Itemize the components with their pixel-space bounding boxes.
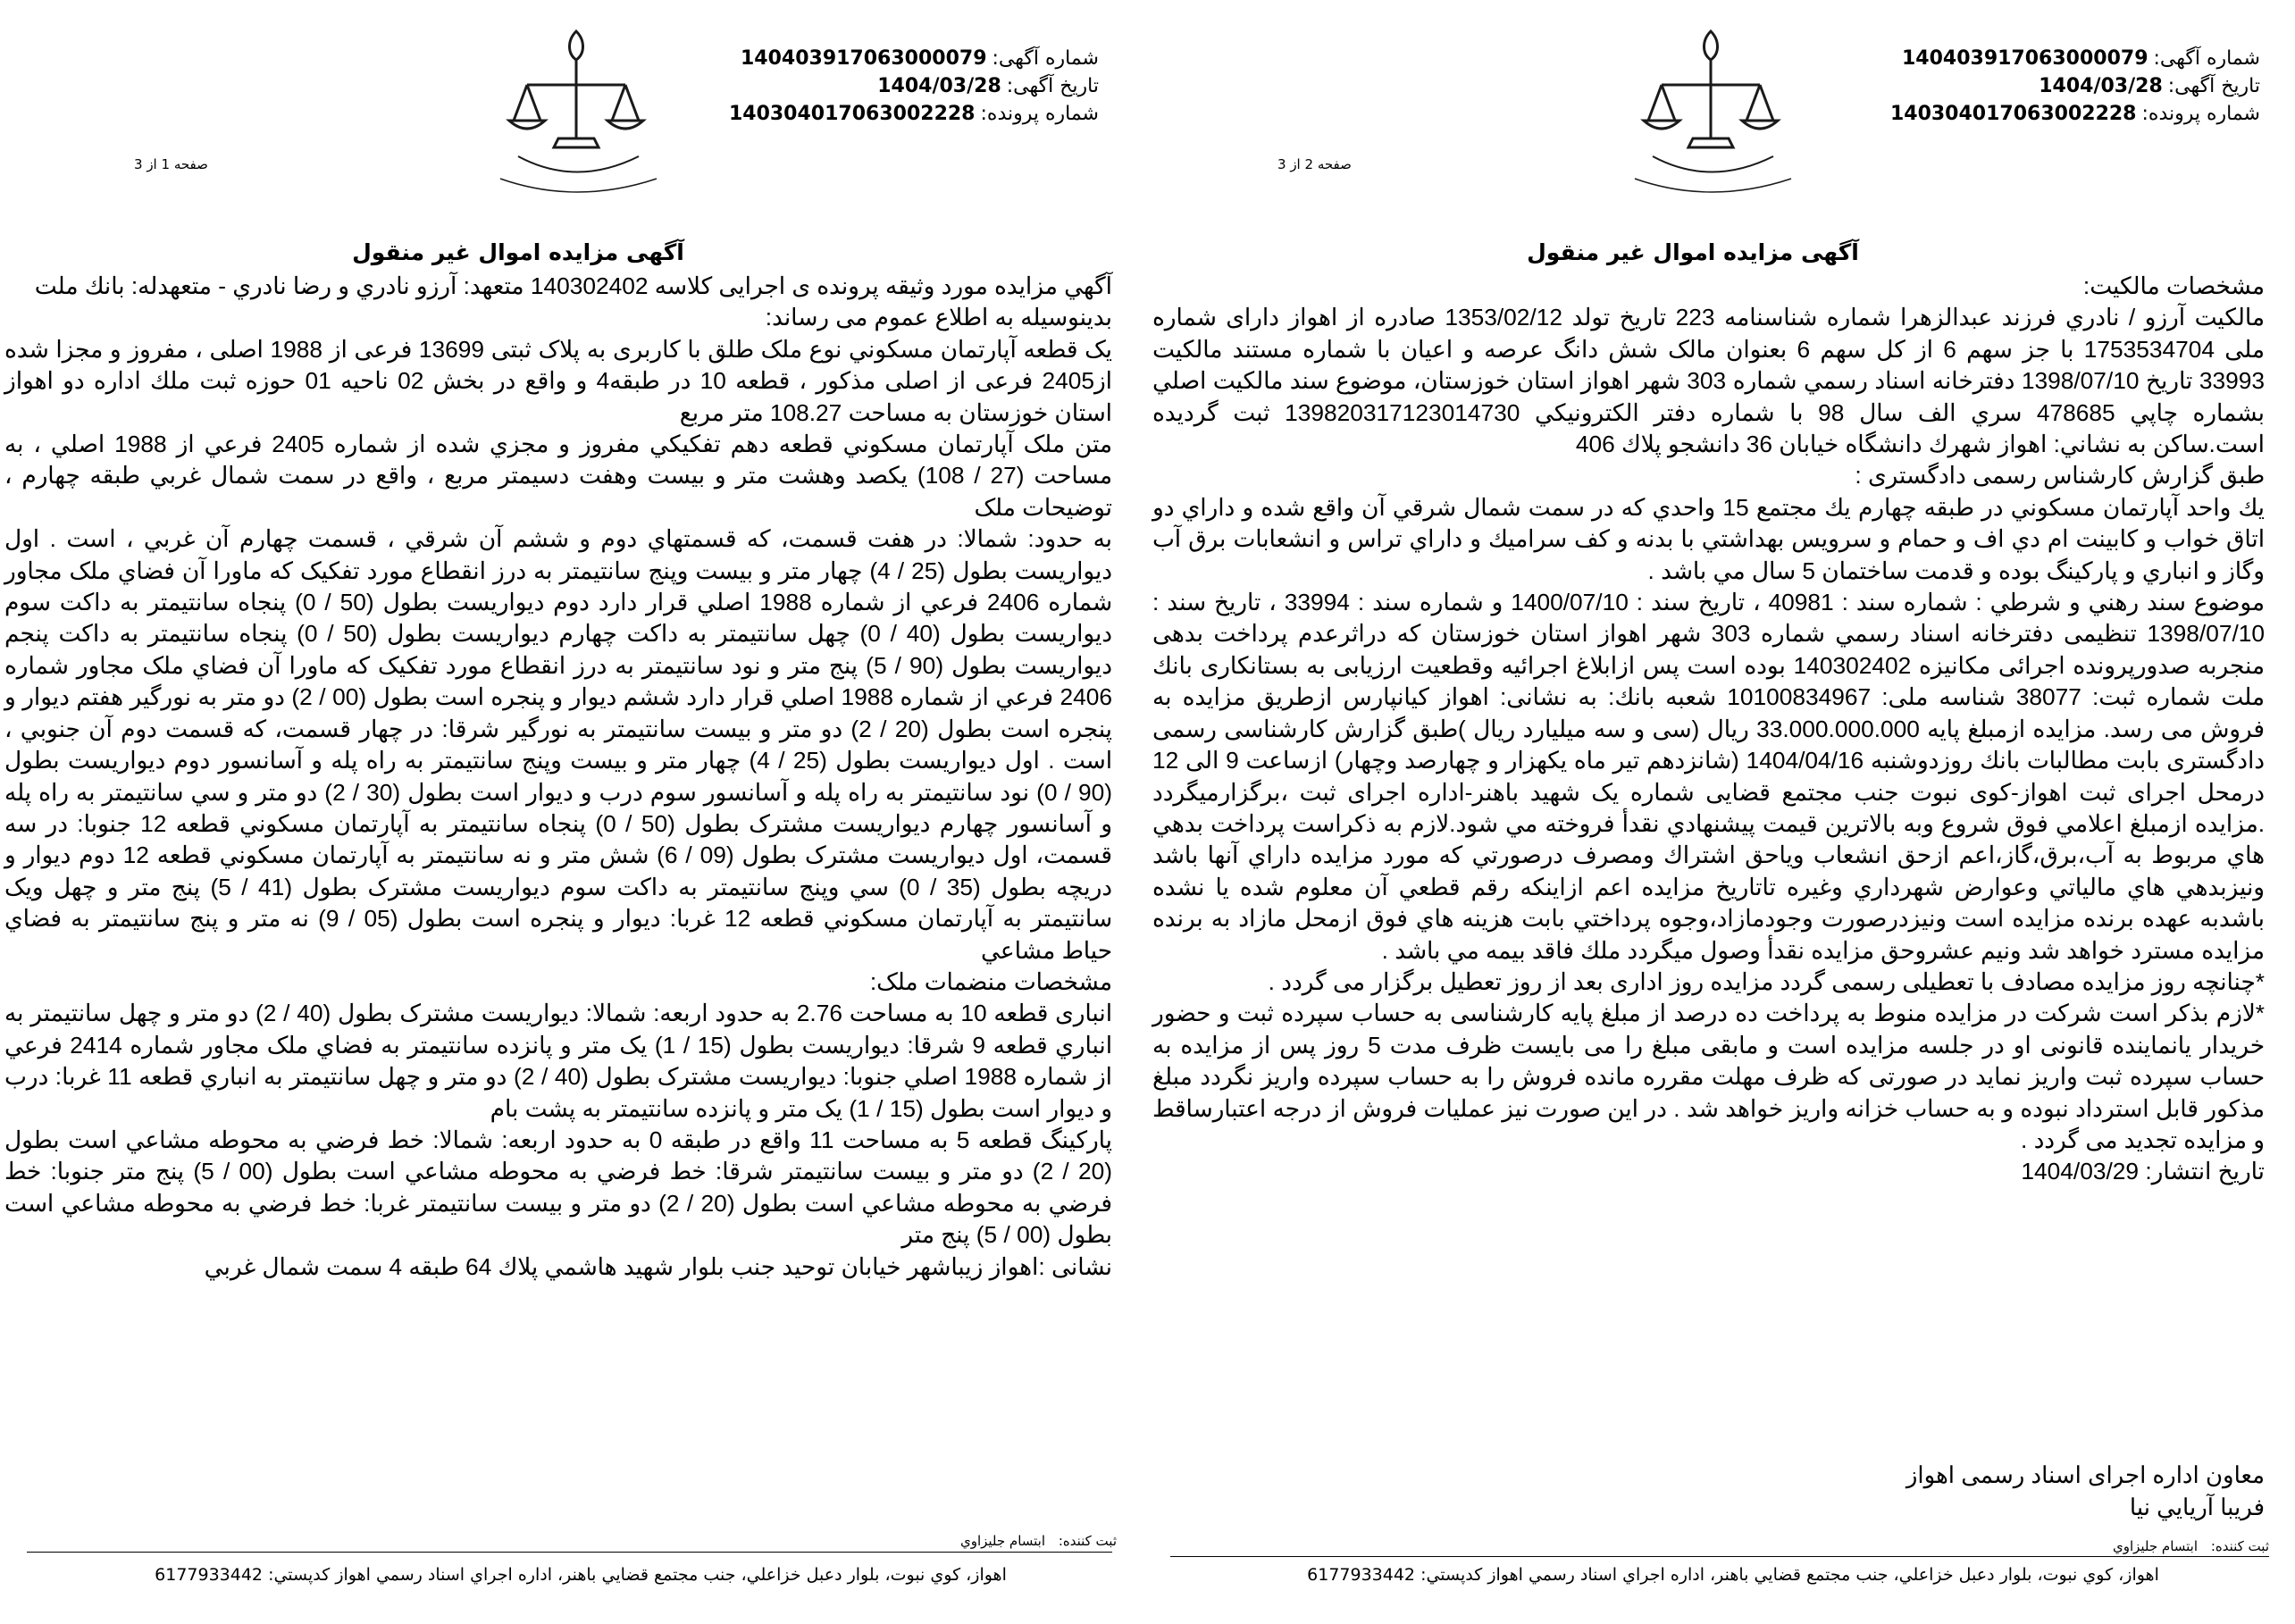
paragraph: موضوع سند رهني و شرطي : شماره سند : 40981 ، تاريخ سند : 1400/07/10 و شماره سند : 33994 ، تاريخ سند : 1398/07/10 تنظيمی دفترخانه اسناد رسمي شماره 303 شهر اهواز استان خوزستان كه دراثرعدم پرداخت بدهی منجربه صدورپرونده اجرائی مكانيزه 140302402 بوده است پس ازابلاغ اجرائيه وقطعيت ارزيابی به بستانكاری بانك ملت شماره ثبت: 38077 شناسه ملی: 10100834967 شعبه بانك: به نشانی: اهواز كيانپارس ازطريق مزايده به فروش می رسد. مزايده ازمبلغ پايه 33.000.000.000 ريال (سی و سه ميليارد ريال )طبق گزارش كارشناسی رسمی دادگستری بابت مطالبات بانك روزدوشنبه 1404/04/16 (شانزدهم تير ماه يكهزار و چهارصد وچهار) ازساعت 9 الی 12 درمحل اجرای ثبت اهواز-كوی نبوت جنب مجتمع قضايی شماره يک شهيد باهنر-اداره اجرای ثبت ،برگزارميگردد .مزايده ازمبلغ اعلامي فوق شروع وبه بالاترين قيمت پيشنهادي نقدأ فروخته مي شود.لازم به ذكراست پرداخت بدهي هاي مربوط به آب،برق،گاز،اعم ازحق انشعاب وياحق اشتراك ومصرف درصورتي كه مورد مزايده داراي آنها باشد ونيزبدهي هاي مالياتي وعوارض شهرداري وغيره تاتاريخ مزايده اعم ازاينكه رقم قطعي آن معلوم شده يا نشده باشدبه عهده برنده مزايده است ونيزدرصورت وجودمازاد،وجوه پرداختي بابت هزينه هاي فوق ازمحل مازاد به برنده مزايده مسترد خواهد شد ونيم عشروحق مزايده نقدأ وصول ميگردد ملك فاقد بيمه مي باشد . <box>1152 589 2266 964</box>
paragraph: به حدود: شمالا: در هفت قسمت، که قسمتهاي دوم و ششم آن شرقي ، قسمت چهارم آن غربي ، است . اول ديواريست بطول (25 / 4) چهار متر و بيست وپنج سانتيمتر به درز انقطاع مورد تفکيک که ماورا آن فضاي ملک مجاور شماره 2406 فرعي از شماره 1988 اصلي قرار دارد دوم ديواريست بطول (50 / 0) پنجاه سانتيمتر به داکت سوم ديواريست بطول (40 / 0) چهل سانتيمتر به داکت چهارم ديواريست بطول (50 / 0) پنجاه سانتيمتر به داکت پنجم ديواريست بطول (90 / 5) پنج متر و نود سانتيمتر به درز انقطاع مورد تفکيک که ماورا آن فضاي ملک مجاور شماره 2406 فرعي از شماره 1988 اصلي قرار دارد ششم ديوار و پنجره است بطول (00 / 2) دو متر به نورگير هفتم ديوار و پنجره است بطول (20 / 2) دو متر و بيست سانتيمتر به نورگير شرقا: در چهار قسمت، که قسمت دوم آن جنوبي ، است . اول ديواريست بطول (25 / 4) چهار متر و بيست وپنج سانتيمتر به راه پله و آسانسور دوم ديواريست بطول (90 / 0) نود سانتيمتر به راه پله و آسانسور سوم درب و ديوار است بطول (30 / 2) دو متر و سي سانتيمتر به راه پله و آسانسور چهارم ديواريست مشترک بطول (50 / 0) پنجاه سانتيمتر به آپارتمان مسکوني قطعه 12 جنوبا: در سه قسمت، اول ديواريست مشترک بطول (09 / 6) شش متر و نه سانتيمتر به آپارتمان مسکوني قطعه 12 دوم ديوار و دريچه بطول (35 / 0) سي وپنج سانتيمتر به داکت سوم ديواريست مشترک بطول (41 / 5) پنج متر و چهل ويک سانتيمتر به آپارتمان مسکوني قطعه 12 غربا: ديوار و پنجره است بطول (05 / 9) نه متر و پنج سانتيمتر به فضاي حياط مشاعي <box>4 525 1113 964</box>
signer-title: معاون اداره اجرای اسناد رسمی اهواز <box>1906 1461 2265 1488</box>
notice-date-label: تاریخ آگهی: <box>1006 75 1099 97</box>
paragraph: بدینوسیله به اطلاع عموم می رساند: <box>765 304 1112 331</box>
judiciary-emblem <box>1617 22 1805 201</box>
notice-body <box>1152 271 2265 1188</box>
notice-meta <box>728 45 1099 128</box>
notice-number: 140403917063000079 <box>1901 47 2148 70</box>
notice-date: 1404/03/28 <box>2039 75 2163 97</box>
paragraph: متن ملک آپارتمان مسکوني قطعه دهم تفکيکي مفروز و مجزي شده از شماره 2405 فرعي از 1988 اصلي ، به مساحت (27 / 108) يکصد وهشت متر و بيست وهفت دسيمتر مربع ، واقع در سمت شمال غربي طبقه چهارم ، توضيحات ملک <box>4 431 1112 521</box>
footer-address: اهواز، كوي نبوت، بلوار دعبل خزاعلي، جنب مجتمع قضايي باهنر، اداره اجراي اسناد رسمي اهواز كدپستي: 6177933442 <box>155 1565 1007 1585</box>
registrar-name: ابتسام جليزاوي <box>2112 1538 2199 1554</box>
footer-divider <box>1170 1556 2269 1557</box>
paragraph: مشخصات مالکيت: <box>2082 272 2265 299</box>
paragraph: مشخصات منضمات ملک: <box>869 967 1112 995</box>
paragraph: تاریخ انتشار: 1404/03/29 <box>2021 1158 2265 1185</box>
page-number: صفحه 1 از 3 <box>134 156 208 172</box>
registrar-label: ثبت کننده: <box>2210 1538 2269 1554</box>
paragraph: انباری قطعه 10 به مساحت 2.76 به حدود اربعه: شمالا: ديواريست مشترک بطول (40 / 2) دو متر و چهل سانتيمتر به انباري قطعه 9 شرقا: ديواريست بطول (15 / 1) يک متر و پانزده سانتيمتر به فضاي ملک مجاور شماره 2414 فرعي از شماره 1988 اصلي جنوبا: ديواريست مشترک بطول (40 / 2) دو متر و چهل سانتيمتر به انباري قطعه 11 غربا: درب و ديوار است بطول (15 / 1) يک متر و پانزده سانتيمتر به پشت بام <box>4 1000 1113 1122</box>
notice-date: 1404/03/28 <box>877 75 1001 97</box>
notice-title: آگهی مزایده اموال غیر منقول <box>1527 239 1859 265</box>
scales-of-justice-icon <box>1617 22 1805 201</box>
paragraph: پارکینگ قطعه 5 به مساحت 11 واقع در طبقه 0 به حدود اربعه: شمالا: خط فرضي به محوطه مشاعي است بطول (20 / 2) دو متر و بيست سانتيمتر شرقا: خط فرضي به محوطه مشاعي است بطول (00 / 5) پنج متر جنوبا: خط فرضي به محوطه مشاعي است بطول (20 / 2) دو متر و بيست سانتيمتر غربا: خط فرضي به محوطه مشاعي است بطول (00 / 5) پنج متر <box>4 1126 1113 1249</box>
file-number-label: شماره پرونده: <box>980 103 1099 125</box>
judiciary-emblem <box>482 22 670 201</box>
page-number: صفحه 2 از 3 <box>1277 156 1352 172</box>
signer-name: فريبا آريايي نيا <box>2129 1494 2265 1520</box>
paragraph: نشانی :اهواز زيباشهر خيابان توحيد جنب بلوار شهيد هاشمي پلاك 64 طبقه 4 سمت شمال غربي <box>204 1252 1112 1280</box>
notice-page-1 <box>0 0 1135 1624</box>
paragraph: مالکيت آرزو / نادري فرزند عبدالزهرا شماره شناسنامه 223 تاريخ تولد 1353/02/12 صادره از اهواز دارای شماره ملی 1753534704 با جز سهم 6 از کل سهم 6 بعنوان مالک شش دانگ عرصه و اعيان با شماره مستند مالکيت 33993 تاريخ 1398/07/10 دفترخانه اسناد رسمي شماره 303 شهر اهواز استان خوزستان، موضوع سند مالکيت اصلي بشماره چاپي 478685 سري الف سال 98 با شماره دفتر الکترونيکي 139820317123014730 ثبت گرديده است.ساكن به نشاني: اهواز شهرك دانشگاه خيابان 36 دانشجو پلاك 406 <box>1152 304 2266 458</box>
footer-divider <box>27 1552 1112 1553</box>
paragraph: آگهي مزايده مورد وثيقه پرونده ی اجرایی کلاسه 140302402 متعهد: آرزو نادري و رضا نادري - متعهدله: بانك ملت <box>34 272 1112 299</box>
footer-address: اهواز، كوي نبوت، بلوار دعبل خزاعلي، جنب مجتمع قضايي باهنر، اداره اجراي اسناد رسمي اهواز كدپستي: 6177933442 <box>1307 1565 2159 1585</box>
file-number: 140304017063002228 <box>728 103 976 125</box>
registrar-name: ابتسام جليزاوي <box>959 1533 1046 1549</box>
paragraph: *چنانچه روز مزايده مصادف با تعطيلی رسمی گردد مزايده روز اداری بعد از روز تعطيل برگزار می گردد . <box>1268 967 2265 995</box>
file-number-label: شماره پرونده: <box>2141 103 2260 125</box>
notice-number-label: شماره آگهی: <box>992 47 1099 70</box>
paragraph: يک قطعه آپارتمان مسکوني نوع ملک طلق با کاربری به پلاک ثبتی 13699 فرعی از 1988 اصلی ، مفروز و مجزا شده از2405 فرعی از اصلی مذکور ، قطعه 10 در طبقه4 و واقع در بخش 02 ناحيه 01 حوزه ثبت ملك اداره دو اهواز استان خوزستان به مساحت 108.27 متر مربع <box>4 335 1112 426</box>
notice-date-label: تاریخ آگهی: <box>2167 75 2260 97</box>
paragraph: طبق گزارش کارشناس رسمی دادگستری : <box>1855 462 2265 490</box>
notice-number: 140403917063000079 <box>740 47 987 70</box>
paragraph: يك واحد آپارتمان مسكوني در طبقه چهارم يك مجتمع 15 واحدي كه در سمت شمال شرقي آن واقع شده و داراي دو اتاق خواب و كابينت ام دي اف و حمام و سرويس بهداشتي با بدنه و كف سراميك و داراي تراس و انشعابات برق آب وگاز و انباري و پاركينگ بوده و قدمت ساختمان 5 سال مي باشد . <box>1152 493 2266 584</box>
paragraph: *لازم بذكر است شركت در مزايده منوط به پرداخت ده درصد از مبلغ پايه كارشناسی به حساب سپرده ثبت و حضور خريدار يانماينده قانونی او در جلسه مزايده است و مابقی مبلغ را می بايست ظرف مدت 5 روز پس از مزايده به حساب سپرده ثبت واريز نمايد در صورتی كه ظرف مهلت مقرره مانده فروش را به حساب سپرده واريز نگردد مبلغ مذكور قابل استرداد نبوده و به حساب خزانه واريز خواهد شد . در اين صورت نيز عمليات فروش از درجه اعتبارساقط و مزايده تجديد می گردد . <box>1152 1000 2265 1153</box>
registrar-label: ثبت کننده: <box>1058 1533 1117 1549</box>
notice-meta <box>1885 45 2260 128</box>
scales-of-justice-icon <box>482 22 670 201</box>
file-number: 140304017063002228 <box>1889 103 2137 125</box>
registrar <box>858 1533 1117 1549</box>
notice-body <box>4 271 1112 1283</box>
notice-title: آگهی مزایده اموال غیر منقول <box>352 239 684 265</box>
notice-number-label: شماره آگهی: <box>2153 47 2260 70</box>
notice-page-2 <box>1152 0 2295 1624</box>
registrar <box>2010 1538 2269 1554</box>
